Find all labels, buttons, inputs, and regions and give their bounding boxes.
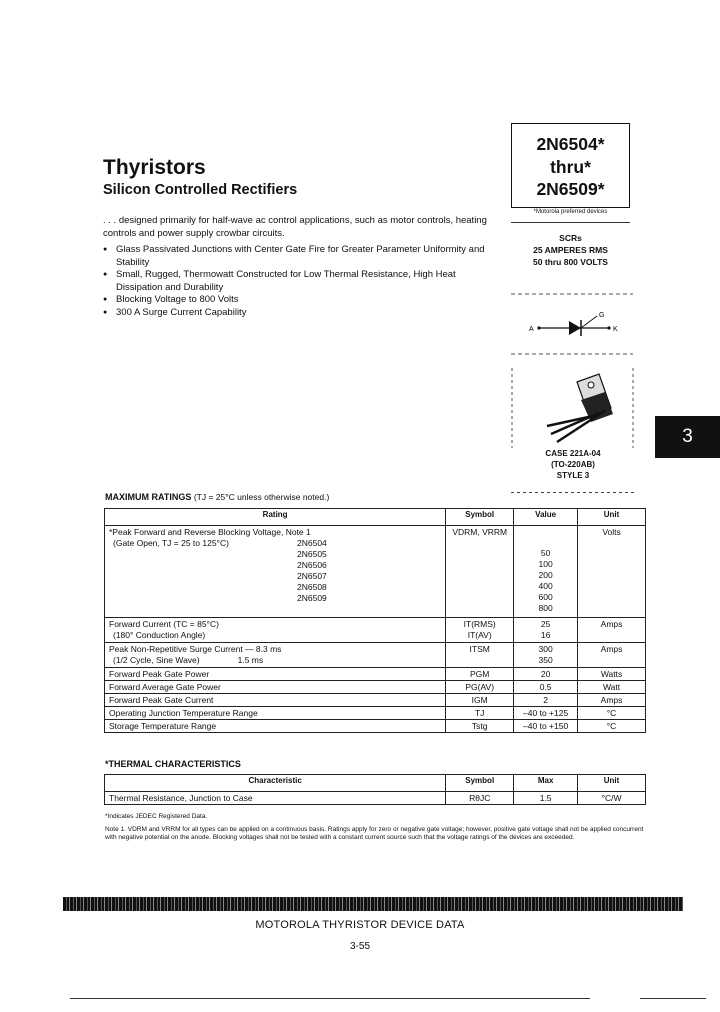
header-symbol: Symbol — [446, 509, 514, 526]
header-unit: Unit — [578, 509, 646, 526]
forward-current-symbol: IT(RMS) — [463, 619, 496, 629]
forward-current-avg: 16 — [540, 630, 551, 640]
thermal-characteristic: Thermal Resistance, Junction to Case — [105, 792, 446, 805]
table-row — [105, 707, 646, 720]
to220-package-drawing — [511, 368, 635, 448]
surge-duration: 1.5 ms — [237, 655, 264, 665]
header-symbol: Symbol — [446, 775, 514, 792]
rating-value: –40 to +125 — [514, 707, 578, 720]
gate-label: G — [599, 312, 605, 319]
part-number-thru: thru* — [550, 157, 591, 177]
divider — [511, 222, 630, 223]
thermal-max: 1.5 — [514, 792, 578, 805]
preferred-devices-note: *Motorola preferred devices — [533, 209, 608, 215]
divider — [511, 492, 635, 493]
peak-voltage-unit: Volts — [578, 526, 646, 618]
bottom-rule — [70, 998, 590, 999]
list-item: ● 300 A Surge Current Capability — [103, 307, 503, 320]
device-2n6505: 2N6505 — [297, 549, 327, 559]
bottom-rule — [640, 998, 706, 999]
rating-symbol: TJ — [446, 707, 514, 720]
intro-text: . . . designed primarily for half-wave ac control applications, such as motor controls, heating controls and power supply crowbar circuits. — [103, 215, 487, 239]
table-row — [105, 681, 646, 694]
anode-label: A — [529, 326, 534, 333]
forward-current-label: Forward Current (TC = 85°C) — [109, 619, 219, 629]
table-row — [105, 694, 646, 707]
peak-voltage-condition: (Gate Open, TJ = 25 to 125°C) — [113, 538, 229, 548]
max-ratings-table — [104, 508, 646, 733]
peak-value: 50 — [540, 548, 551, 558]
table-row — [105, 668, 646, 681]
rating-unit: °C — [578, 720, 646, 733]
device-2n6509: 2N6509 — [297, 593, 327, 603]
thermal-symbol: RθJC — [446, 792, 514, 805]
thermal-title: *THERMAL CHARACTERISTICS — [105, 759, 241, 769]
forward-current-condition: (180° Conduction Angle) — [113, 630, 206, 640]
header-rating: Rating — [105, 509, 446, 526]
forward-current-unit: Amps — [578, 618, 646, 643]
peak-value: 600 — [538, 592, 553, 602]
rating-unit: Watt — [578, 681, 646, 694]
thermal-table — [104, 774, 646, 805]
max-ratings-condition: (TJ = 25°C unless otherwise noted.) — [193, 492, 330, 502]
table-row — [105, 643, 646, 668]
rating-symbol: PG(AV) — [446, 681, 514, 694]
surge-current-symbol: ITSM — [446, 643, 514, 668]
rating-label: Forward Average Gate Power — [105, 681, 446, 694]
peak-value: 400 — [538, 581, 553, 591]
scr-current: 25 AMPERES RMS — [533, 245, 608, 255]
rating-label: Forward Peak Gate Current — [105, 694, 446, 707]
scr-voltage: 50 thru 800 VOLTS — [533, 257, 608, 267]
page-title: Thyristors — [103, 156, 206, 179]
case-number: CASE 221A-04 — [545, 449, 601, 458]
table-header-row — [105, 775, 646, 792]
thermal-unit: °C/W — [578, 792, 646, 805]
footer-title: MOTOROLA THYRISTOR DEVICE DATA — [255, 919, 465, 931]
footer-band — [63, 897, 683, 911]
surge-value-1ms: 350 — [538, 655, 553, 665]
device-2n6508: 2N6508 — [297, 582, 327, 592]
part-number-first: 2N6504* — [536, 134, 605, 154]
list-item: ● Glass Passivated Junctions with Center Gate Fire for Greater Parameter Uniformity and Stability — [103, 244, 503, 269]
surge-current-unit: Amps — [578, 643, 646, 668]
part-number-box — [511, 123, 630, 208]
rating-symbol: IGM — [446, 694, 514, 707]
part-number-last: 2N6509* — [536, 179, 605, 199]
case-style: STYLE 3 — [556, 471, 590, 480]
peak-voltage-symbol: VDRM, VRRM — [446, 526, 514, 618]
peak-value: 800 — [538, 603, 553, 613]
section-tab: 3 — [655, 416, 720, 458]
list-item: ● Small, Rugged, Thermowatt Constructed for Low Thermal Resistance, High Heat Dissipation and Durability — [103, 269, 503, 294]
rating-unit: °C — [578, 707, 646, 720]
rating-symbol: Tstg — [446, 720, 514, 733]
surge-current-condition: (1/2 Cycle, Sine Wave) — [113, 655, 200, 665]
table-row — [105, 526, 646, 618]
header-unit: Unit — [578, 775, 646, 792]
peak-voltage-label: *Peak Forward and Reverse Blocking Voltage, Note 1 — [109, 527, 311, 537]
scr-symbol-diagram — [511, 292, 633, 358]
surge-current-label: Peak Non-Repetitive Surge Current — 8.3 ms — [109, 644, 282, 654]
forward-current-avg-symbol: IT(AV) — [467, 630, 492, 640]
list-item: ● Blocking Voltage to 800 Volts — [103, 294, 503, 307]
table-row — [105, 618, 646, 643]
table-row — [105, 720, 646, 733]
notes — [105, 813, 645, 843]
surge-value-8ms: 300 — [538, 644, 553, 654]
rating-unit: Watts — [578, 668, 646, 681]
case-package: (TO-220AB) — [551, 460, 595, 469]
rating-unit: Amps — [578, 694, 646, 707]
jedec-note: *Indicates JEDEC Registered Data. — [105, 813, 208, 820]
header-value: Value — [514, 509, 578, 526]
header-characteristic: Characteristic — [105, 775, 446, 792]
device-2n6506: 2N6506 — [297, 560, 327, 570]
rating-value: 20 — [514, 668, 578, 681]
max-ratings-title — [105, 492, 329, 502]
rating-symbol: PGM — [446, 668, 514, 681]
peak-value: 100 — [538, 559, 553, 569]
rating-value: 2 — [514, 694, 578, 707]
rating-label: Storage Temperature Range — [105, 720, 446, 733]
feature-list — [103, 244, 503, 319]
device-2n6507: 2N6507 — [297, 571, 327, 581]
cathode-label: K — [613, 326, 618, 333]
device-2n6504: 2N6504 — [297, 538, 327, 548]
rating-value: –40 to +150 — [514, 720, 578, 733]
rating-label: Forward Peak Gate Power — [105, 668, 446, 681]
page-number: 3-55 — [349, 941, 370, 952]
scr-type: SCRs — [559, 233, 582, 243]
max-ratings-heading: MAXIMUM RATINGS — [105, 492, 192, 502]
case-info — [511, 448, 635, 481]
note-1: Note 1. VDRM and VRRM for all types can be applied on a continuous basis. Ratings apply for zero or negative gate voltage; however, positive gate voltage shall not be applied concurrent with negative potential on the anode. Blocking voltages shall not be tested with a constant current source such that the voltage ratings of the devices are exceeded. — [105, 825, 644, 841]
rating-label: Operating Junction Temperature Range — [105, 707, 446, 720]
rating-value: 0.5 — [514, 681, 578, 694]
forward-current-rms: 25 — [540, 619, 551, 629]
table-row — [105, 792, 646, 805]
peak-value: 200 — [538, 570, 553, 580]
header-max: Max — [514, 775, 578, 792]
scr-info — [511, 232, 630, 268]
table-header-row — [105, 509, 646, 526]
page-subtitle: Silicon Controlled Rectifiers — [103, 182, 298, 198]
